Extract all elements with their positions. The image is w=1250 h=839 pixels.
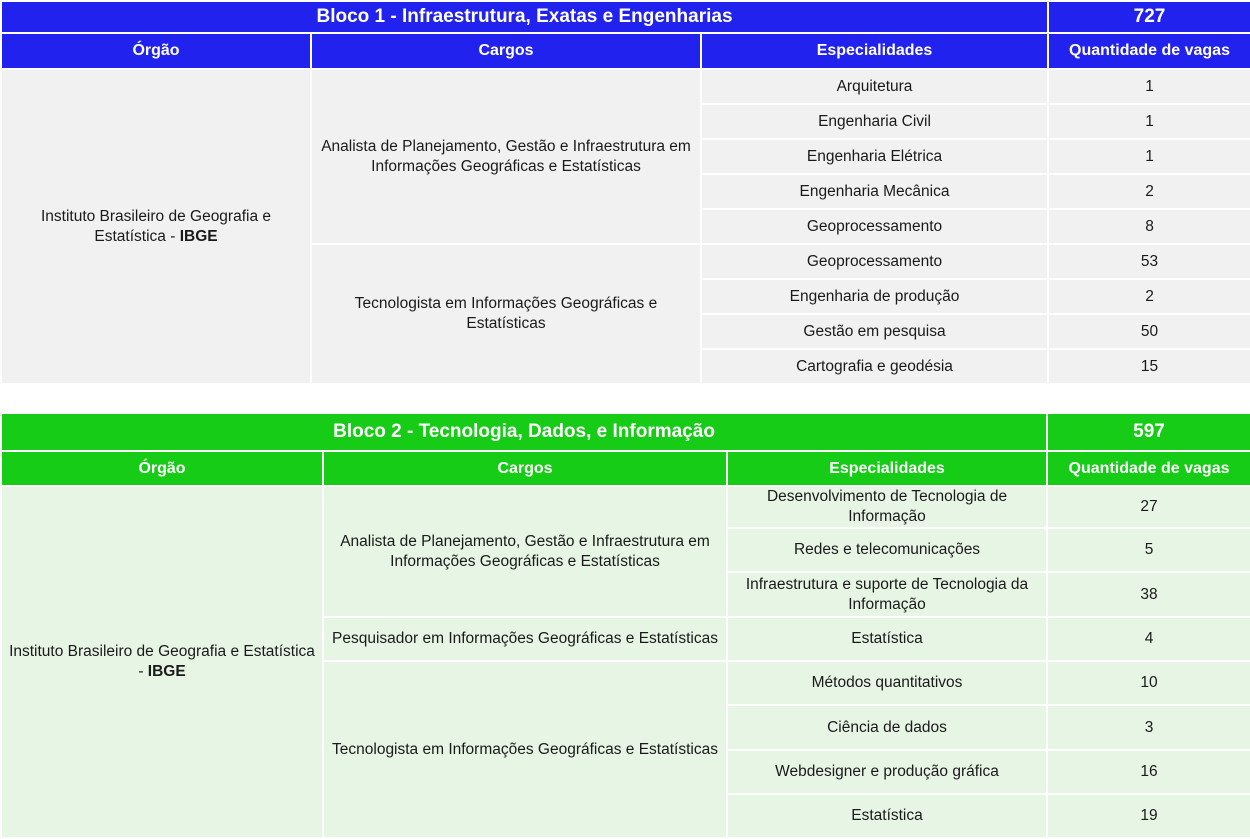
block2-table: [0, 412, 1250, 839]
vagas-cell: 15: [1048, 349, 1250, 384]
block1-header-especialidades: Especialidades: [701, 33, 1048, 69]
block1-total: 727: [1048, 1, 1250, 33]
block2-cargo-analista: Analista de Planejamento, Gestão e Infraestrutura em Informações Geográficas e Estatísticas: [323, 486, 727, 617]
especialidade-cell: Engenharia de produção: [701, 279, 1048, 314]
block1-cargo-tecnologista: Tecnologista em Informações Geográficas e Estatísticas: [311, 244, 701, 384]
block2-header-cargos: Cargos: [323, 451, 727, 486]
vagas-cell: 2: [1048, 174, 1250, 209]
vagas-cell: 38: [1047, 572, 1250, 617]
especialidade-cell: Estatística: [727, 794, 1047, 838]
block2-cargo-tecnologista: Tecnologista em Informações Geográficas e Estatísticas: [323, 661, 727, 838]
especialidade-cell: Cartografia e geodésia: [701, 349, 1048, 384]
block1-header-quantidade: Quantidade de vagas: [1048, 33, 1250, 69]
especialidade-cell: Engenharia Mecânica: [701, 174, 1048, 209]
orgao-abbr: IBGE: [147, 663, 186, 680]
block1-cargo-analista: Analista de Planejamento, Gestão e Infraestrutura em Informações Geográficas e Estatísticas: [311, 69, 701, 244]
vagas-cell: 27: [1047, 486, 1250, 528]
vagas-cell: 50: [1048, 314, 1250, 349]
especialidade-cell: Infraestrutura e suporte de Tecnologia da Informação: [727, 572, 1047, 617]
block1-header-cargos: Cargos: [311, 33, 701, 69]
especialidade-cell: Redes e telecomunicações: [727, 528, 1047, 572]
orgao-abbr: IBGE: [179, 227, 218, 245]
vagas-cell: 53: [1048, 244, 1250, 279]
vagas-cell: 4: [1047, 617, 1250, 661]
vagas-cell: 19: [1047, 794, 1250, 838]
table-row: [1, 69, 1250, 104]
vagas-cell: 1: [1048, 69, 1250, 104]
block2-total: 597: [1047, 413, 1250, 451]
especialidade-cell: Gestão em pesquisa: [701, 314, 1048, 349]
especialidade-cell: Geoprocessamento: [701, 244, 1048, 279]
block1-header-row: [1, 33, 1250, 69]
especialidade-cell: Webdesigner e produção gráfica: [727, 750, 1047, 794]
block2-title: Bloco 2 - Tecnologia, Dados, e Informação: [1, 413, 1047, 451]
especialidade-cell: Engenharia Civil: [701, 104, 1048, 139]
block1-title-row: [1, 1, 1250, 33]
block2-title-row: [1, 413, 1250, 451]
table-row: [1, 486, 1250, 528]
vagas-cell: 1: [1048, 104, 1250, 139]
vagas-cell: 5: [1047, 528, 1250, 572]
vagas-cell: 3: [1047, 705, 1250, 750]
block2-header-orgao: Órgão: [1, 451, 323, 486]
especialidade-cell: Arquitetura: [701, 69, 1048, 104]
vagas-cell: 10: [1047, 661, 1250, 705]
block1-title: Bloco 1 - Infraestrutura, Exatas e Engenharias: [1, 1, 1048, 33]
block2-header-especialidades: Especialidades: [727, 451, 1047, 486]
especialidade-cell: Geoprocessamento: [701, 209, 1048, 244]
vagas-cell: 1: [1048, 139, 1250, 174]
especialidade-cell: Desenvolvimento de Tecnologia de Informação: [727, 486, 1047, 528]
vagas-cell: 16: [1047, 750, 1250, 794]
vagas-cell: 2: [1048, 279, 1250, 314]
block1-header-orgao: Órgão: [1, 33, 311, 69]
block2-header-quantidade: Quantidade de vagas: [1047, 451, 1250, 486]
especialidade-cell: Engenharia Elétrica: [701, 139, 1048, 174]
especialidade-cell: Estatística: [727, 617, 1047, 661]
block1-table: [0, 0, 1250, 385]
block1-orgao-cell: [1, 69, 311, 384]
block2-cargo-pesquisador: Pesquisador em Informações Geográficas e Estatísticas: [323, 617, 727, 661]
especialidade-cell: Ciência de dados: [727, 705, 1047, 750]
block2-orgao-cell: [1, 486, 323, 838]
especialidade-cell: Métodos quantitativos: [727, 661, 1047, 705]
orgao-name: Instituto Brasileiro de Geografia e Estatística -: [9, 643, 315, 680]
block2-header-row: [1, 451, 1250, 486]
orgao-name: Instituto Brasileiro de Geografia e Estatística -: [40, 207, 272, 245]
vagas-cell: 8: [1048, 209, 1250, 244]
